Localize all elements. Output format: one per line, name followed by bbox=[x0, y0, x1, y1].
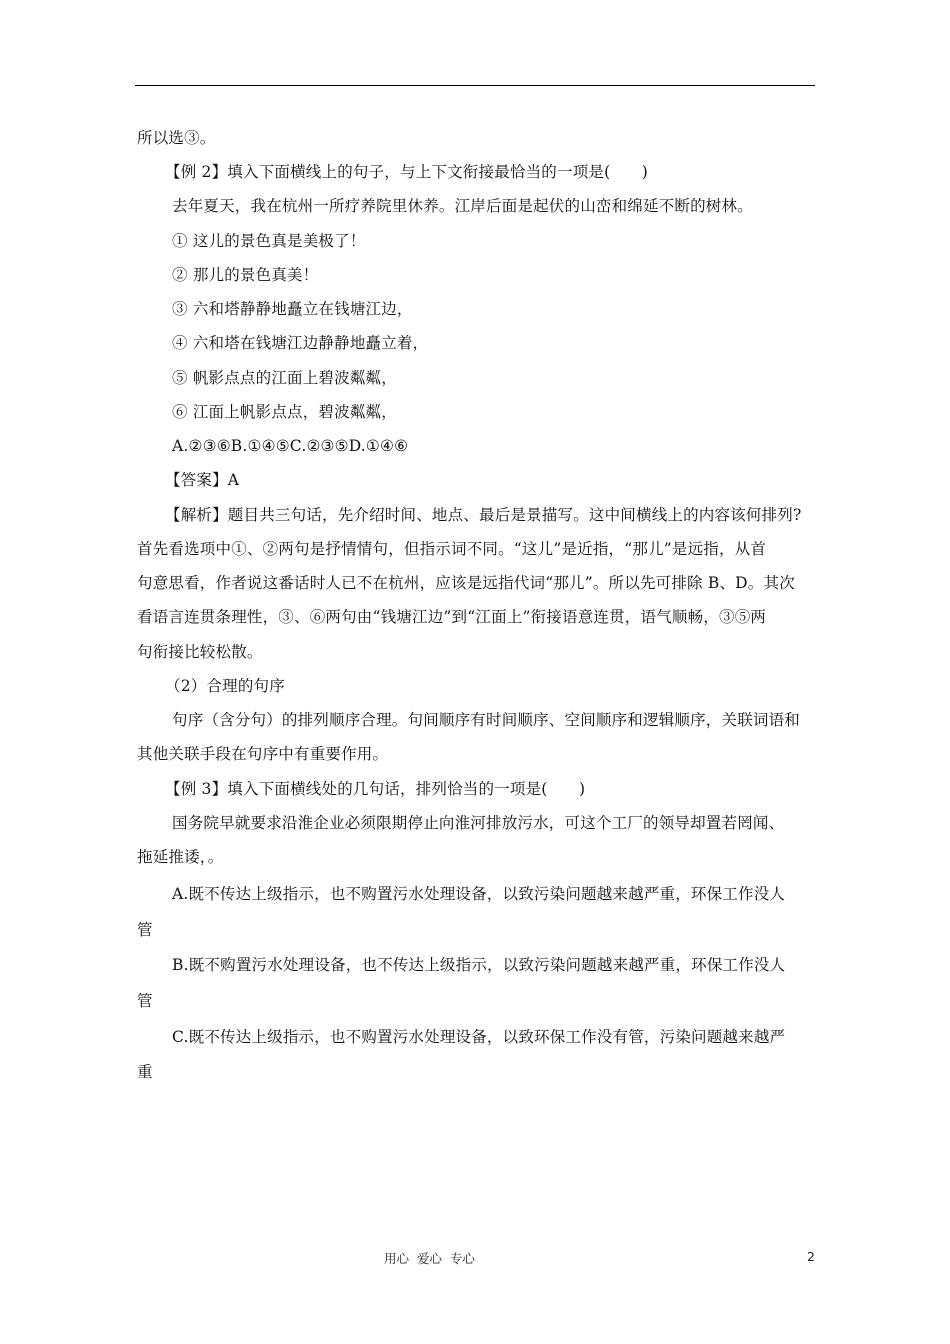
text-line: 去年夏天，我在杭州一所疗养院里休养。江岸后面是起伏的山峦和绵延不断的树林。 bbox=[172, 197, 753, 215]
analysis-line: 【解析】题目共三句话，先介绍时间、地点、最后是景描写。这中间横线上的内容该何排列? bbox=[165, 506, 802, 524]
option-line: ⑤ 帆影点点的江面上碧波粼粼， bbox=[172, 369, 397, 387]
choice-line: C.既不传达上级指示，也不购置污水处理设备，以致环保工作没有管，污染问题越来越严 bbox=[172, 1028, 786, 1046]
choice-line: A.既不传达上级指示，也不购置污水处理设备，以致污染问题越来越严重，环保工作没人 bbox=[172, 885, 786, 903]
text-line: 管 bbox=[137, 992, 153, 1010]
text-line: 国务院早就要求沿淮企业必须限期停止向淮河排放污水，可这个工厂的领导却置若罔闻、 bbox=[172, 814, 785, 832]
text-line: 句序（含分句）的排列顺序合理。句间顺序有时间顺序、空间顺序和逻辑顺序，关联词语和 bbox=[172, 711, 801, 729]
option-line: ① 这儿的景色真是美极了！ bbox=[172, 232, 366, 250]
option-line: ④ 六和塔在钱塘江边静静地矗立着， bbox=[172, 334, 429, 352]
section-heading: （2）合理的句序 bbox=[165, 677, 285, 695]
text-line: 拖延推诿，。 bbox=[137, 848, 224, 866]
option-line: ⑥ 江面上帆影点点，碧波粼粼， bbox=[172, 403, 397, 421]
text-line: 看语言连贯条理性，③、⑥两句由“钱塘江边”到“江面上”衔接语意连贯，语气顺畅，③⑤两 bbox=[137, 608, 767, 626]
option-line: ③ 六和塔静静地矗立在钱塘江边， bbox=[172, 300, 413, 318]
text-line: 管 bbox=[137, 921, 153, 939]
choice-line: A.②③⑥B.①④⑤C.②③⑤D.①④⑥ bbox=[172, 437, 409, 455]
text-line: 其他关联手段在句序中有重要作用。 bbox=[137, 745, 389, 763]
example-heading: 【例 2】填入下面横线上的句子，与上下文衔接最恰当的一项是( ) bbox=[165, 163, 648, 181]
example-heading: 【例 3】填入下面横线处的几句话，排列恰当的一项是( ) bbox=[165, 780, 586, 798]
header-rule bbox=[135, 85, 815, 86]
page-number: 2 bbox=[807, 1249, 815, 1264]
footer-slogan: 用心 爱心 专心 bbox=[384, 1251, 475, 1266]
text-line: 首先看选项中①、②两句是抒情情句，但指示词不同。“这儿”是近指，“那儿”是远指，从首 bbox=[137, 540, 767, 558]
text-line: 句意思看，作者说这番话时人已不在杭州，应该是远指代词“那儿”。所以先可排除 B、D。其次 bbox=[137, 574, 795, 592]
text-line: 重 bbox=[137, 1063, 153, 1081]
option-line: ② 那儿的景色真美！ bbox=[172, 266, 319, 284]
text-line: 所以选③。 bbox=[137, 129, 216, 147]
text-line: 句衔接比较松散。 bbox=[137, 643, 263, 661]
answer-line: 【答案】A bbox=[165, 471, 240, 489]
choice-line: B.既不购置污水处理设备，也不传达上级指示，以致污染问题越来越严重，环保工作没人 bbox=[172, 956, 786, 974]
